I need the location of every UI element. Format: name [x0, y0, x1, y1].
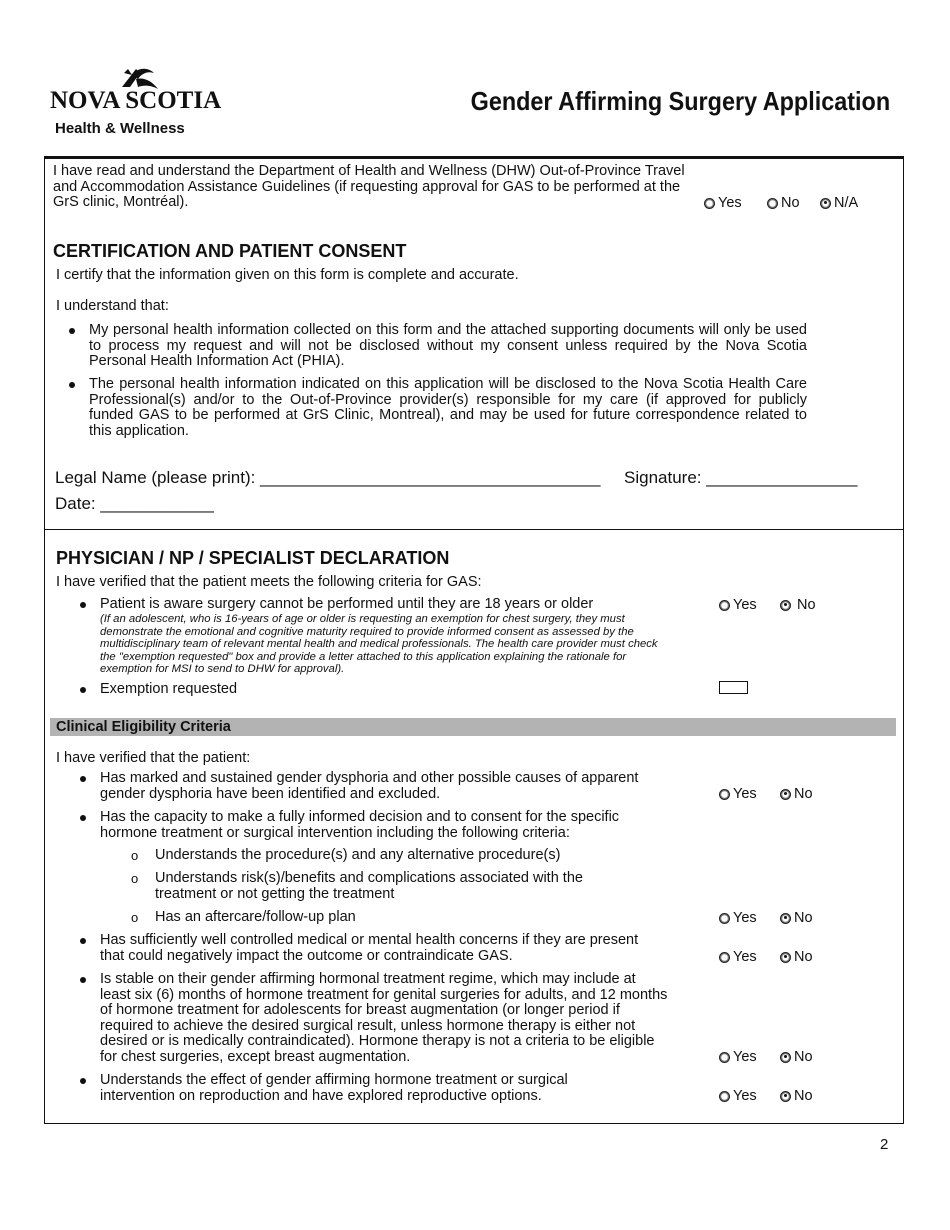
travel-guidelines-text: I have read and understand the Department of Health and Wellness (DHW) Out-of-Province Travel and Accommodation Assistance Guidelines (if requesting approval for GAS to be performed at the GrS clinic, Montréal). [53, 163, 685, 210]
bullet-icon [80, 602, 86, 608]
radio-icon[interactable] [704, 198, 715, 209]
radio-selected-icon[interactable] [780, 789, 791, 800]
criterion-aftercare: Has an aftercare/follow-up plan [155, 909, 356, 925]
radio-icon[interactable] [719, 1052, 730, 1063]
capacity-yes-option[interactable]: Yes [719, 910, 757, 926]
criterion-understands-risks: Understands risk(s)/benefits and complications associated with the treatment or not getting the treatment [155, 870, 583, 902]
consent-bullet-2: The personal health information indicated on this application will be disclosed to the Nova Scotia Health Care Professional(s) and/or to the Out-of-Province provider(s) responsible for my care (if approved for publicly funded GAS to be performed at GrS Clinic, Montreal), and may be used for future correspondence related to this application. [89, 376, 807, 439]
radio-selected-icon[interactable] [780, 952, 791, 963]
bullet-icon [80, 776, 86, 782]
health-no-option[interactable]: No [780, 949, 813, 965]
exemption-checkbox[interactable] [719, 681, 748, 694]
criterion-understands-procedure: Understands the procedure(s) and any alternative procedure(s) [155, 847, 561, 863]
health-yes-option[interactable]: Yes [719, 949, 757, 965]
radio-selected-icon[interactable] [780, 913, 791, 924]
logo-wordmark: NOVA SCOTIA [50, 87, 222, 114]
hormone-no-option[interactable]: No [780, 1049, 813, 1065]
declaration-intro: I have verified that the patient meets the following criteria for GAS: [56, 574, 482, 590]
criterion-hormone-stable: Is stable on their gender affirming hormonal treatment regime, which may include at least six (6) months of hormone treatment for genital surgeries for adults, and 12 months of hormone treatment for adolescents for breast augmentation (or longer period if required to achieve the desired surgical result, unless hormone therapy is either not desired or is medically contraindicated). Hormone therapy is not a criteria to be eligible for chest surgeries, except breast augmentation. [100, 971, 668, 1065]
radio-icon[interactable] [719, 789, 730, 800]
certify-text: I certify that the information given on this form is complete and accurate. [56, 267, 519, 283]
bullet-icon [80, 815, 86, 821]
criterion-dysphoria: Has marked and sustained gender dysphoria and other possible causes of apparent gender dysphoria have been identified and excluded. [100, 770, 639, 802]
bullet-icon [80, 687, 86, 693]
clinical-criteria-heading: Clinical Eligibility Criteria [56, 719, 231, 735]
dysphoria-no-option[interactable]: No [780, 786, 813, 802]
bullet-icon [80, 1078, 86, 1084]
radio-icon[interactable] [719, 952, 730, 963]
exemption-label: Exemption requested [100, 681, 238, 697]
radio-icon[interactable] [719, 600, 730, 611]
age-yes-option[interactable]: Yes [719, 597, 757, 613]
sub-bullet-icon: o [131, 871, 139, 886]
travel-yes-option[interactable]: Yes [704, 195, 742, 211]
radio-selected-icon[interactable] [780, 1052, 791, 1063]
declaration-heading: PHYSICIAN / NP / SPECIALIST DECLARATION [56, 548, 450, 568]
reproduction-no-option[interactable]: No [780, 1088, 813, 1104]
clinical-intro: I have verified that the patient: [56, 750, 251, 766]
age-no-option[interactable]: No [780, 597, 816, 613]
nova-scotia-logo [50, 65, 225, 140]
signature-field[interactable]: Signature: ________________ [624, 468, 858, 487]
understand-text: I understand that: [56, 298, 169, 314]
reproduction-yes-option[interactable]: Yes [719, 1088, 757, 1104]
radio-selected-icon[interactable] [820, 198, 831, 209]
page-number: 2 [880, 1136, 889, 1153]
consent-bullet-1: My personal health information collected on this form and the attached supporting documents will only be used to process my request and will not be disclosed without my consent unless required by the Nova Scotia Personal Health Information Act (PHIA). [89, 322, 807, 369]
age-exemption-note: (If an adolescent, who is 16-years of age or older is requesting an exemption for chest surgery, they must demonstrate the emotional and cognitive maturity required to provide informed consent as assessed by the multidisciplinary team of relevant mental health and medical professionals. The health care provider must check the "exemption requested" box and provide a letter attached to this application explaining the rationale for exemption for MSI to send to DHW for approval). [100, 613, 658, 675]
radio-icon[interactable] [719, 1091, 730, 1102]
page-title: Gender Affirming Surgery Application [470, 86, 890, 116]
age-criterion: Patient is aware surgery cannot be performed until they are 18 years or older [100, 596, 594, 612]
criterion-health-concerns: Has sufficiently well controlled medical or mental health concerns if they are present that could negatively impact the outcome or contraindicate GAS. [100, 932, 639, 964]
bullet-icon [80, 938, 86, 944]
logo-subtitle: Health & Wellness [55, 120, 185, 137]
capacity-no-option[interactable]: No [780, 910, 813, 926]
bullet-icon [69, 328, 75, 334]
criterion-reproduction: Understands the effect of gender affirming hormone treatment or surgical intervention on reproduction and have explored reproductive options. [100, 1072, 568, 1104]
sub-bullet-icon: o [131, 910, 139, 925]
radio-selected-icon[interactable] [780, 600, 791, 611]
radio-icon[interactable] [719, 913, 730, 924]
legal-name-field[interactable]: Legal Name (please print): ____________________________________ [55, 468, 601, 487]
date-field[interactable]: Date: ____________ [55, 494, 214, 513]
bullet-icon [69, 382, 75, 388]
criterion-capacity: Has the capacity to make a fully informed decision and to consent for the specific hormone treatment or surgical intervention including the following criteria: [100, 809, 620, 841]
bullet-icon [80, 977, 86, 983]
radio-selected-icon[interactable] [780, 1091, 791, 1102]
hormone-yes-option[interactable]: Yes [719, 1049, 757, 1065]
dysphoria-yes-option[interactable]: Yes [719, 786, 757, 802]
consent-heading: CERTIFICATION AND PATIENT CONSENT [53, 241, 407, 261]
travel-na-option[interactable]: N/A [820, 195, 858, 211]
radio-icon[interactable] [767, 198, 778, 209]
sub-bullet-icon: o [131, 848, 139, 863]
travel-no-option[interactable]: No [767, 195, 800, 211]
